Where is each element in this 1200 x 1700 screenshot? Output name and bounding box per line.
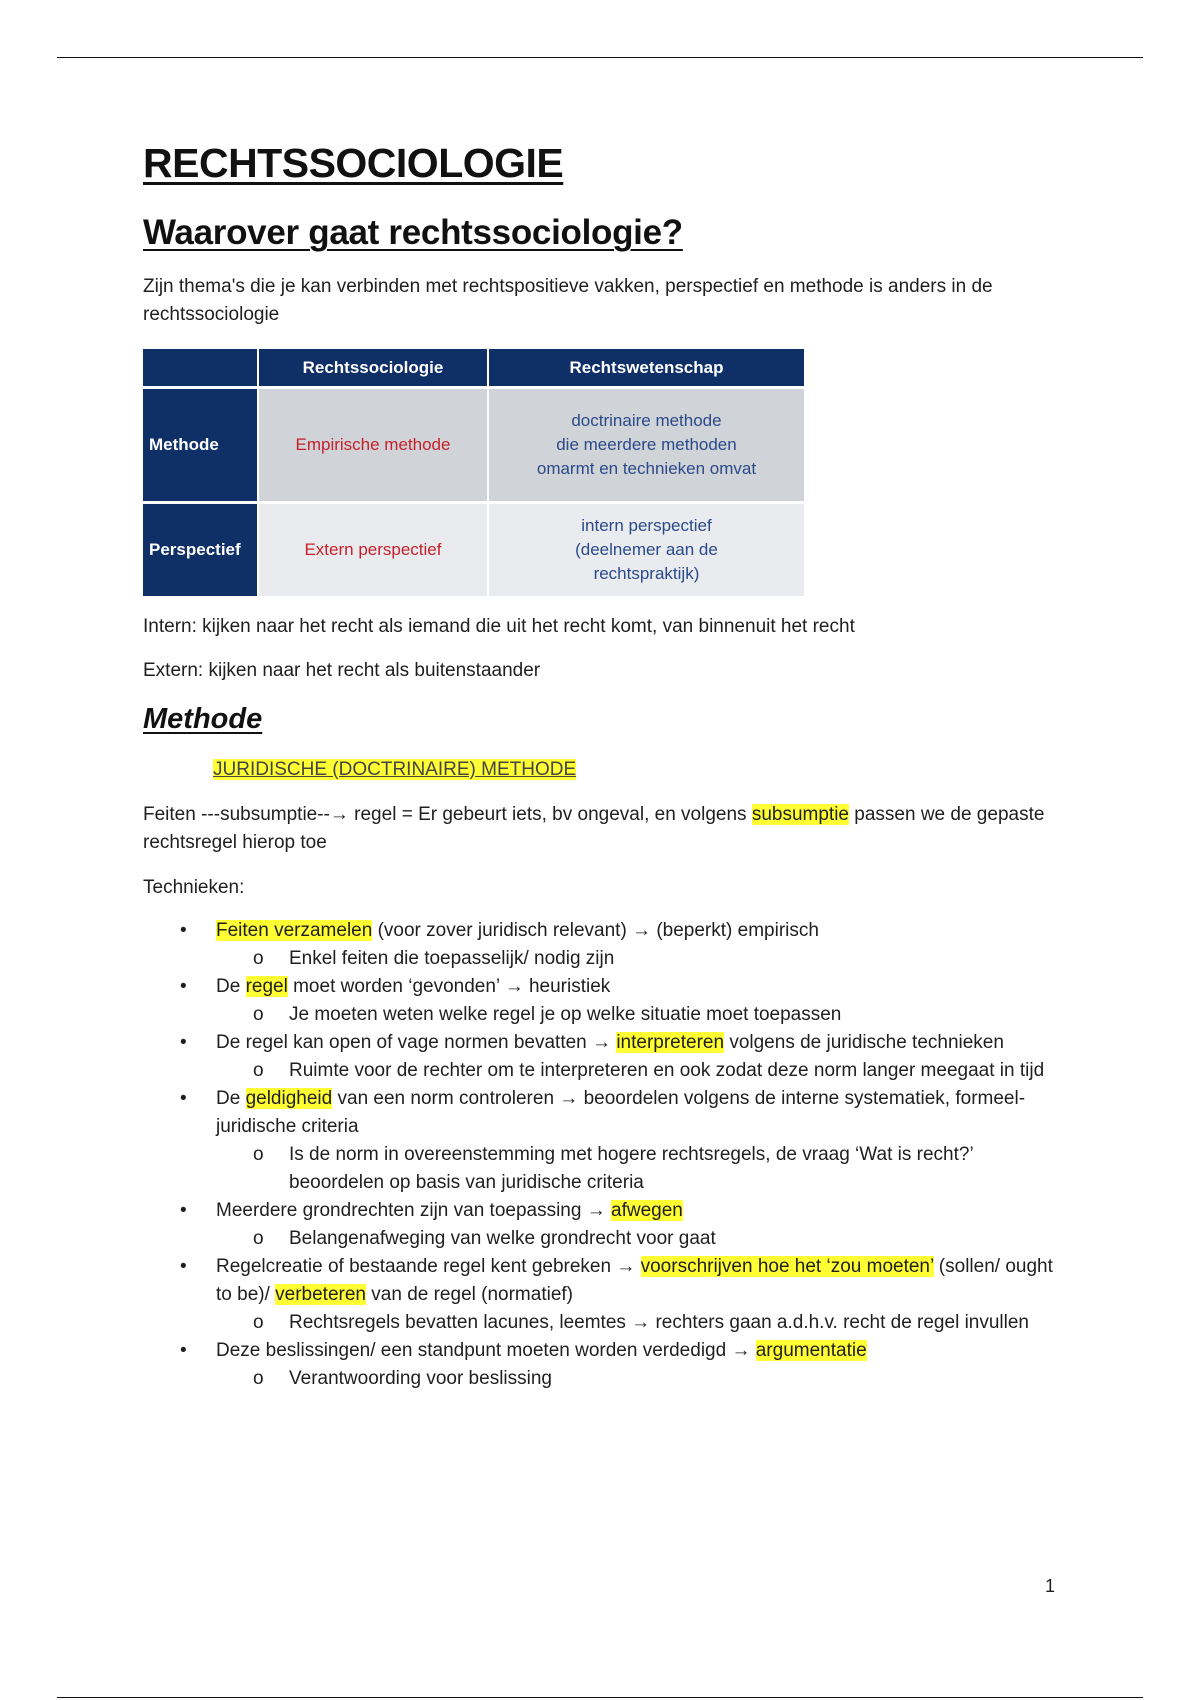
technieken-label: Technieken: [143,877,245,898]
sub-list-item [143,945,1063,973]
highlighted-term: geldigheid [245,1088,333,1109]
section-heading: Waarover gaat rechtssociologie? [143,213,683,252]
list-item-text: (voor zover juridisch relevant) → (beperkt) empirisch [372,920,819,941]
highlighted-term: regel [245,976,288,997]
sub-bullet-marker: o [253,948,264,969]
cell-empirische-methode: Empirische methode [258,388,488,503]
cell-doctrinaire-methode: doctrinaire methode die meerdere methoden omarmt en technieken omvat [488,388,804,503]
technieken-list [143,917,1063,1393]
sub-bullet-marker: o [253,1144,264,1165]
sub-list [216,1225,1063,1253]
list-item-text: moet worden ‘gevonden’ → heuristiek [287,976,611,997]
page-number: 1 [1045,1576,1056,1596]
sub-list-item [143,1225,1063,1253]
intern-definition: Intern: kijken naar het recht als iemand die uit het recht komt, van binnenuit het recht [143,616,855,637]
list-item-text: van een norm controleren → beoordelen volgens de interne systematiek, formeel-juridische criteria [216,1088,1026,1137]
bullet-marker: • [180,1256,187,1277]
sub-list [216,1309,1063,1337]
row-label-methode: Methode [143,388,258,503]
sub-list [216,1057,1063,1085]
sub-bullet-marker: o [253,1368,264,1389]
list-item [143,917,1063,973]
sub-list [216,1001,1063,1029]
list-item-text: volgens de juridische technieken [724,1032,1004,1053]
list-item [143,973,1063,1029]
list-item [143,1085,1063,1197]
table-header-rechtssociologie: Rechtssociologie [258,349,488,388]
list-item [143,1029,1063,1085]
comparison-table [143,349,804,596]
intro-paragraph: Zijn thema's die je kan verbinden met rechtspositieve vakken, perspectief en methode is anders in de rechtssociologie [143,276,993,325]
list-item-text: De [216,1088,246,1109]
list-item-text: (sollen/ ought to be)/ [216,1256,1053,1305]
highlighted-term: argumentatie [755,1340,867,1361]
table-row [143,503,804,597]
list-item [143,1253,1063,1337]
sub-bullet-marker: o [253,1004,264,1025]
document-title: RECHTSSOCIOLOGIE [143,140,564,186]
sub-list [216,1365,1063,1393]
sub-list [216,1141,1063,1197]
row-label-perspectief: Perspectief [143,503,258,597]
list-item-text: Regelcreatie of bestaande regel kent gebreken → [216,1256,641,1277]
bullet-marker: • [180,1032,187,1053]
feiten-paragraph: Feiten ---subsumptie--→ regel = Er gebeurt iets, bv ongeval, en volgens subsumptie passen we de gepaste rechtsregel hierop toe [143,804,1045,853]
table-header-rechtswetenschap: Rechtswetenschap [488,349,804,388]
list-item-text: De regel kan open of vage normen bevatten → [216,1032,617,1053]
table-header-row [143,349,804,388]
sub-list-item-text: Rechtsregels bevatten lacunes, leemtes → rechters gaan a.d.h.v. recht de regel invullen [289,1312,1029,1333]
top-rule [57,57,1143,58]
list-item-text: De [216,976,246,997]
sub-list-item-text: Belangenafweging van welke grondrecht voor gaat [289,1228,716,1249]
juridische-methode-heading: JURIDISCHE (DOCTRINAIRE) METHODE [213,759,577,780]
bullet-marker: • [180,1200,187,1221]
bullet-marker: • [180,920,187,941]
cell-extern-perspectief: Extern perspectief [258,503,488,597]
sub-bullet-marker: o [253,1228,264,1249]
sub-list-item-text: Enkel feiten die toepasselijk/ nodig zijn [289,948,615,969]
list-item-text: van de regel (normatief) [366,1284,573,1305]
sub-list-item [143,1365,1063,1393]
bullet-marker: • [180,976,187,997]
sub-list-item-text: Verantwoording voor beslissing [289,1368,552,1389]
subsection-heading: Methode [143,703,263,735]
sub-bullet-marker: o [253,1312,264,1333]
sub-list-item-text: Ruimte voor de rechter om te interpreteren en ook zodat deze norm langer meegaat in tijd [289,1060,1045,1081]
list-item-text: Deze beslissingen/ een standpunt moeten worden verdedigd → [216,1340,756,1361]
sub-list-item [143,1141,1063,1197]
sub-list-item-text: Je moeten weten welke regel je op welke situatie moet toepassen [289,1004,842,1025]
sub-list-item-text: Is de norm in overeenstemming met hogere rechtsregels, de vraag ‘Wat is recht?’ beoordelen op basis van juridische criteria [289,1144,973,1193]
list-item [143,1197,1063,1253]
sub-list-item [143,1309,1063,1337]
highlighted-term: afwegen [611,1200,683,1221]
table-corner-cell [143,349,258,388]
highlighted-term: interpreteren [616,1032,725,1053]
sub-bullet-marker: o [253,1060,264,1081]
highlighted-term: Feiten verzamelen [216,920,373,941]
table-row [143,388,804,503]
extern-definition: Extern: kijken naar het recht als buitenstaander [143,660,541,681]
bottom-rule [57,1697,1143,1698]
sub-list-item [143,1057,1063,1085]
list-item-text: Meerdere grondrechten zijn van toepassing → [216,1200,612,1221]
bullet-marker: • [180,1340,187,1361]
list-item [143,1337,1063,1393]
document-page [143,140,1063,1393]
highlighted-term: verbeteren [275,1284,366,1305]
highlighted-term: voorschrijven hoe het ‘zou moeten’ [640,1256,934,1277]
definitions [143,613,1063,685]
sub-list [216,945,1063,973]
sub-list-item [143,1001,1063,1029]
bullet-marker: • [180,1088,187,1109]
cell-intern-perspectief: intern perspectief (deelnemer aan de rechtspraktijk) [488,503,804,597]
